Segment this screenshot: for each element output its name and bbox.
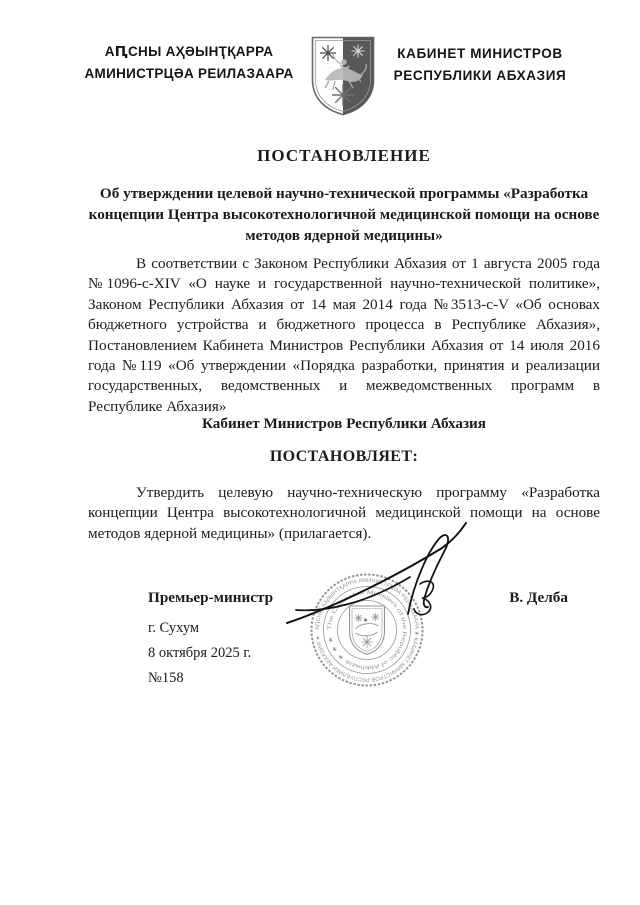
coat-of-arms-icon — [311, 36, 375, 117]
preamble-paragraph: В соответствии с Законом Республики Абхазия от 1 августа 2005 года №1096-с-XIV «О науке и государственной научно-технической политике», Законом Республики Абхазия от 14 мая 2014 года №3513-с-V «Об основах бюджетного устройства и бюджетного процесса в Республике Абхазия», Постановлением Кабинета Министров Республики Абхазия от 14 июля 2016 года №119 «Об утверждении «Порядка разработки, принятия и реализации государственных, ведомственных и межведомственных программ в Республике Абхазия» — [88, 255, 600, 415]
resolution-paragraph: Утвердить целевую научно-техническую программу «Разработка концепции Центра высокотехнологичной медицинской помощи на основе методов ядерной медицины» (прилагается). — [88, 484, 600, 542]
letterhead-russian-line1: КАБИНЕТ МИНИСТРОВ — [397, 46, 563, 61]
letterhead-abkhaz-line1: АԤСНЫ АҲӘЫНҬҚАРРА — [104, 44, 274, 59]
footer-city: г. Сухум — [148, 620, 200, 636]
stamp-outer-ring-text: АԤСНЫ АҲӘЫНҬҚАРРА АМИНИСТРЦӘА РЕИЛАЗААРА ★ КАБИНЕТ МИНИСТРОВ РЕСПУБЛИКИ АБХАЗИЯ ★ — [314, 577, 420, 683]
letterhead-abkhaz-line2: АМИНИСТРЦӘА РЕИЛАЗААРА — [84, 66, 294, 81]
emblem-star-right — [352, 45, 365, 58]
letterhead-russian — [384, 43, 576, 87]
authority-line: Кабинет Министров Республики Абхазия — [201, 415, 487, 432]
decree-word: ПОСТАНОВЛЯЕТ: — [269, 448, 419, 465]
footer-date: 8 октября 2025 г. — [148, 645, 252, 661]
stamp-inner-ring-text: The Cabinet of Ministers of the Republic of Abkhazia ★ ★ ★ — [326, 589, 408, 671]
signatory-role: Премьер-министр — [148, 589, 274, 606]
letterhead-abkhaz — [70, 41, 308, 85]
handwritten-signature — [280, 510, 480, 635]
emblem-star-left — [320, 45, 336, 61]
letterhead-russian-line2: РЕСПУБЛИКИ АБХАЗИЯ — [393, 68, 567, 83]
emblem-star-bottom — [332, 84, 354, 106]
document-subject: Об утверждении целевой научно-технической программы «Разработка концепции Центра высокотехнологичной медицинской помощи на основе методов ядерной медицины» — [88, 185, 600, 244]
signatory-name: В. Делба — [509, 589, 568, 606]
document-title: ПОСТАНОВЛЕНИЕ — [257, 146, 431, 165]
footer-number: №158 — [148, 670, 184, 686]
